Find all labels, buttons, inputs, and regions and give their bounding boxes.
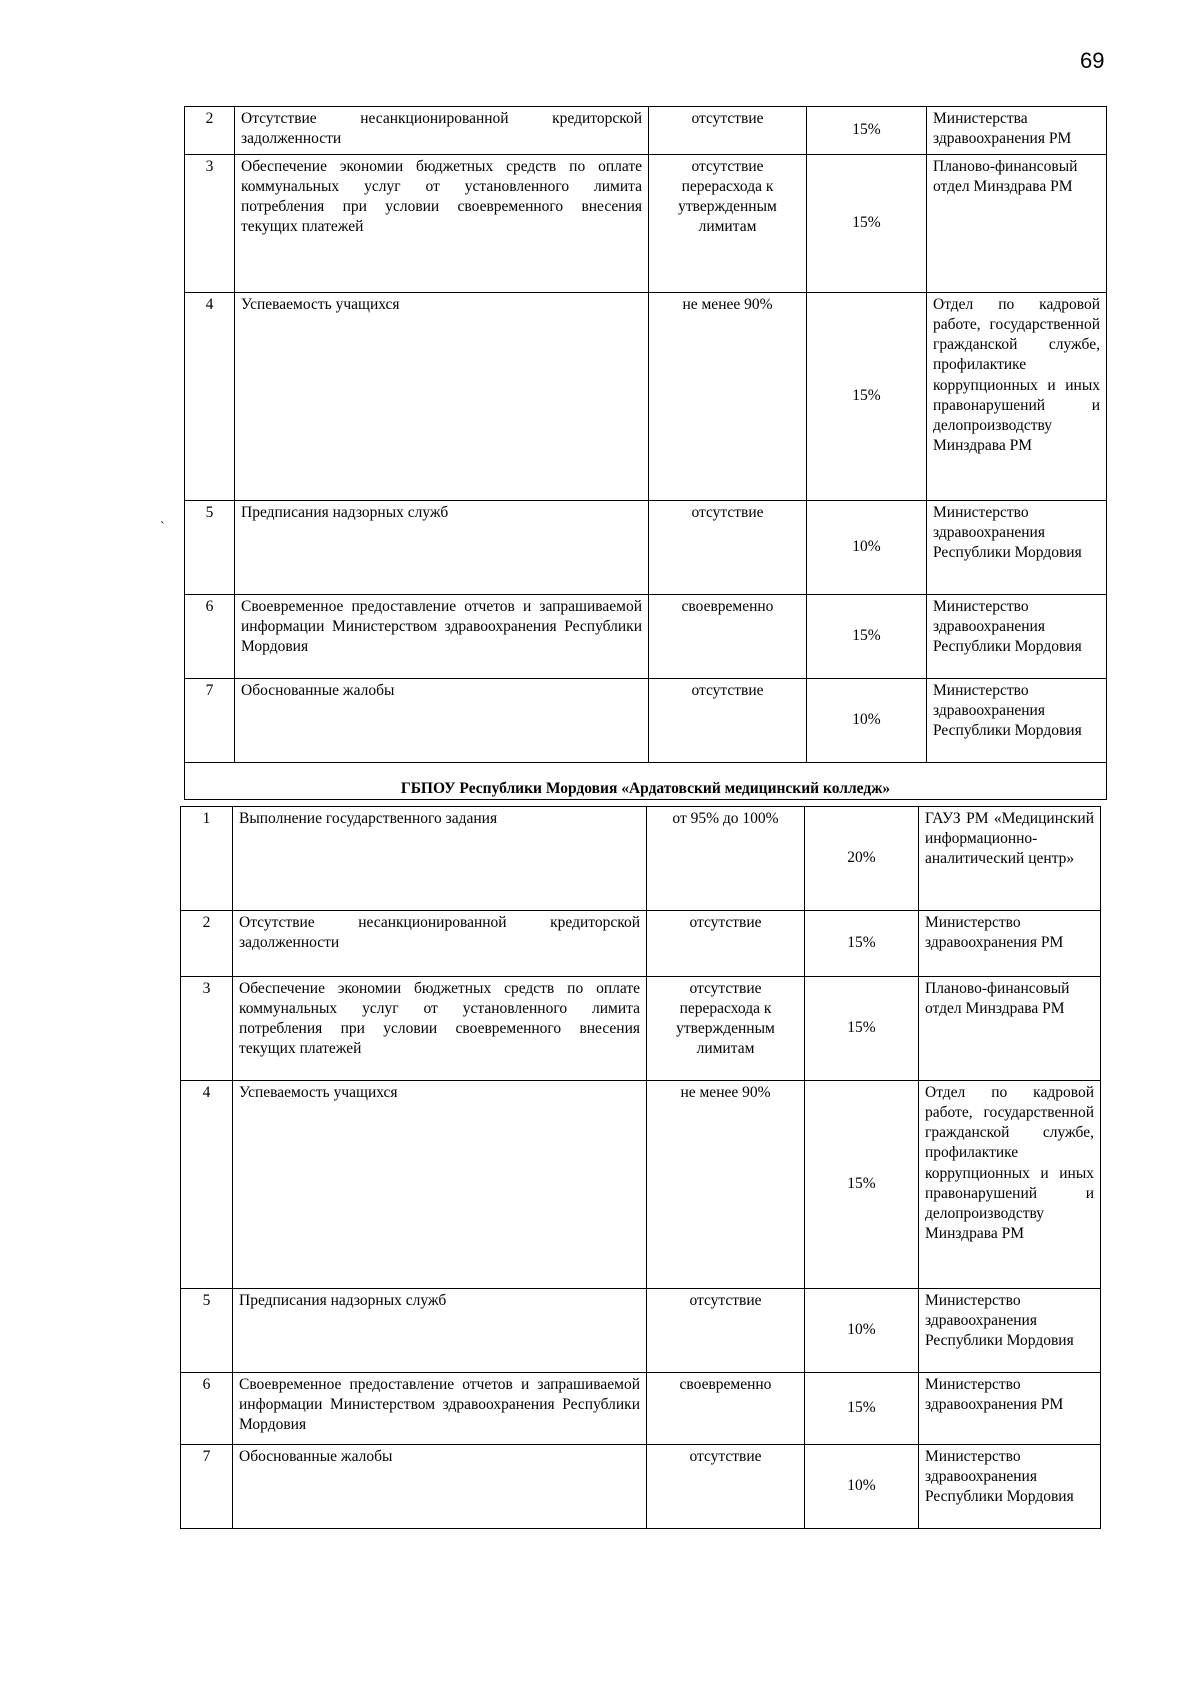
table-row [181, 911, 1101, 977]
criterion-weight: 15% [805, 1373, 919, 1445]
responsible-party: Отдел по кадровой работе, государственной гражданской службе, профилактике коррупционных и иных правонарушений и делопроизводству Минздрава РМ [919, 1081, 1101, 1289]
criterion-target: не менее 90% [647, 1081, 805, 1289]
criterion-weight: 15% [807, 595, 927, 679]
criterion-description: Предписания надзорных служб [233, 1289, 647, 1373]
row-number: 2 [185, 107, 235, 155]
responsible-party: Министерство здравоохранения Республики Мордовия [927, 595, 1107, 679]
criterion-description: Выполнение государственного задания [233, 807, 647, 911]
table-row [181, 807, 1101, 911]
responsible-party: Министерство здравоохранения Республики Мордовия [927, 501, 1107, 595]
table-row [181, 1373, 1101, 1445]
criterion-weight: 15% [807, 107, 927, 155]
table-row [185, 679, 1107, 763]
table-row [185, 501, 1107, 595]
table-row [185, 595, 1107, 679]
criterion-weight: 10% [805, 1289, 919, 1373]
responsible-party: Министерство здравоохранения Республики Мордовия [927, 679, 1107, 763]
table-row [185, 155, 1107, 293]
criterion-description: Обоснованные жалобы [233, 1445, 647, 1529]
criterion-weight: 15% [807, 293, 927, 501]
section-header-row [185, 763, 1107, 800]
criterion-weight: 15% [805, 977, 919, 1081]
row-number: 6 [185, 595, 235, 679]
row-number: 1 [181, 807, 233, 911]
criterion-target: отсутствие [647, 1289, 805, 1373]
row-number: 6 [181, 1373, 233, 1445]
row-number: 2 [181, 911, 233, 977]
row-number: 4 [181, 1081, 233, 1289]
row-number: 5 [185, 501, 235, 595]
table-row [181, 1445, 1101, 1529]
row-number: 7 [185, 679, 235, 763]
criterion-target: отсутствие перерасхода к утвержденным лимитам [647, 977, 805, 1081]
row-number: 3 [181, 977, 233, 1081]
criterion-target: своевременно [649, 595, 807, 679]
criterion-target: отсутствие [647, 911, 805, 977]
table-row [185, 107, 1107, 155]
responsible-party: Министерство здравоохранения РМ [919, 1373, 1101, 1445]
criterion-weight: 15% [805, 1081, 919, 1289]
responsible-party: Министерство здравоохранения Республики Мордовия [919, 1289, 1101, 1373]
criterion-weight: 10% [807, 501, 927, 595]
row-number: 3 [185, 155, 235, 293]
responsible-party: Министерство здравоохранения Республики Мордовия [919, 1445, 1101, 1529]
table-row [181, 1081, 1101, 1289]
criterion-weight: 10% [807, 679, 927, 763]
criterion-target: не менее 90% [649, 293, 807, 501]
criterion-weight: 20% [805, 807, 919, 911]
criteria-table-ardatov-college [180, 806, 1101, 1529]
criterion-weight: 15% [807, 155, 927, 293]
criterion-description: Успеваемость учащихся [233, 1081, 647, 1289]
criterion-description: Своевременное предоставление отчетов и запрашиваемой информации Министерством здравоохранения Республики Мордовия [235, 595, 649, 679]
criterion-target: отсутствие [649, 679, 807, 763]
criterion-description: Обеспечение экономии бюджетных средств по оплате коммунальных услуг от установленного лимита потребления при условии своевременного внесения текущих платежей [235, 155, 649, 293]
table-row [181, 1289, 1101, 1373]
responsible-party: ГАУЗ РМ «Медицинский информационно-аналитический центр» [919, 807, 1101, 911]
row-number: 7 [181, 1445, 233, 1529]
criterion-description: Предписания надзорных служб [235, 501, 649, 595]
criterion-weight: 10% [805, 1445, 919, 1529]
page-number: 69 [1080, 48, 1105, 73]
criterion-description: Обеспечение экономии бюджетных средств по оплате коммунальных услуг от установленного лимита потребления при условии своевременного внесения текущих платежей [233, 977, 647, 1081]
criterion-weight: 15% [805, 911, 919, 977]
section-title: ГБПОУ Республики Мордовия «Ардатовский медицинский колледж» [185, 763, 1107, 800]
responsible-party: Министерство здравоохранения РМ [919, 911, 1101, 977]
criterion-target: отсутствие перерасхода к утвержденным лимитам [649, 155, 807, 293]
responsible-party: Планово-финансовый отдел Минздрава РМ [919, 977, 1101, 1081]
responsible-party: Министерства здравоохранения РМ [927, 107, 1107, 155]
stray-mark: ` [160, 520, 165, 535]
criterion-description: Обоснованные жалобы [235, 679, 649, 763]
criterion-target: отсутствие [647, 1445, 805, 1529]
criterion-description: Отсутствие несанкционированной кредиторской задолженности [235, 107, 649, 155]
criterion-description: Отсутствие несанкционированной кредиторской задолженности [233, 911, 647, 977]
row-number: 4 [185, 293, 235, 501]
criteria-table-previous-institution [184, 106, 1107, 800]
responsible-party: Планово-финансовый отдел Минздрава РМ [927, 155, 1107, 293]
row-number: 5 [181, 1289, 233, 1373]
criterion-target: отсутствие [649, 501, 807, 595]
criterion-description: Своевременное предоставление отчетов и запрашиваемой информации Министерством здравоохранения Республики Мордовия [233, 1373, 647, 1445]
criterion-target: от 95% до 100% [647, 807, 805, 911]
criterion-target: своевременно [647, 1373, 805, 1445]
table-row [181, 977, 1101, 1081]
criterion-description: Успеваемость учащихся [235, 293, 649, 501]
responsible-party: Отдел по кадровой работе, государственной гражданской службе, профилактике коррупционных и иных правонарушений и делопроизводству Минздрава РМ [927, 293, 1107, 501]
criterion-target: отсутствие [649, 107, 807, 155]
table-row [185, 293, 1107, 501]
